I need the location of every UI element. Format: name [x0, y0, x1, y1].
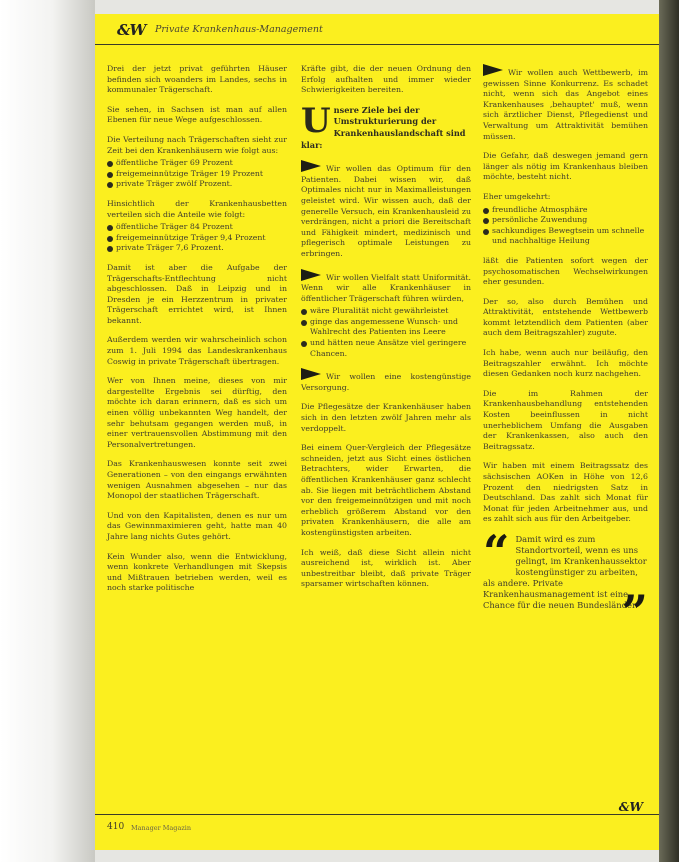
paragraph: Und von den Kapitalisten, denen es nur um das Gewinnmaximieren geht, hatte man 40 Jahre lang nichts Gutes gehört.: [107, 510, 287, 541]
list-item: sachkundiges Bewegtsein um schnelle und nachhaltige Heilung: [483, 226, 648, 247]
list-item: und hätten neue Ansätze viel geringere Chancen.: [301, 338, 471, 359]
goal-text: Wir wollen das Optimum für den Patienten. Dabei wissen wir, daß Optimales nicht nur in Maximalleistungen geleistet wird. Wir wissen auch, daß der generelle Versuch, ein Krankenhausleid zu verdrängen, nicht a priori die Bereitschaft und Fähigkeit mindert, medizinisch und pflegerisch optimale Leistungen zu erbringen.: [301, 164, 471, 258]
article-column-1: [107, 64, 287, 603]
paragraph: Ich weiß, daß diese Sicht allein nicht ausreichend ist, wirklich ist. Aber unbestreitbar bleibt, daß private Träger sparsamer wirtschaften können.: [301, 547, 471, 589]
paragraph: Hinsichtlich der Krankenhausbetten verteilen sich die Anteile wie folgt:: [107, 198, 287, 219]
list-item: ginge das angemessene Wunsch- und Wahlrecht des Patienten ins Leere: [301, 317, 471, 338]
paragraph: Die Gefahr, daß deswegen jemand gern länger als nötig im Krankenhaus bleiben möchte, besteht nicht.: [483, 151, 648, 182]
close-quote-icon: ”: [621, 584, 648, 639]
bullet-list: [107, 222, 287, 254]
paragraph: läßt die Patienten sofort wegen der psychosomatischen Wechselwirkungen eher gesunden.: [483, 255, 648, 287]
list-item: öffentliche Träger 69 Prozent: [107, 158, 287, 169]
bullet-list: [301, 306, 471, 359]
list-item: öffentliche Träger 84 Prozent: [107, 222, 287, 233]
paragraph: Die Verteilung nach Trägerschaften sieht zur Zeit bei den Krankenhäusern wie folgt aus:: [107, 134, 287, 155]
paragraph: Wir haben mit einem Beitragssatz des sächsischen AOKen in Höhe von 12,6 Prozent den niedrigsten Satz in Deutschland. Das zahlt sich Monat für Monat für jeden Arbeitnehmer aus, und es zahlt sich aus für den Arbeitgeber.: [483, 461, 648, 524]
paragraph: Damit ist aber die Aufgabe der Trägerschafts-Entflechtung nicht abgeschlossen. Daß in Leipzig und in Dresden je ein Herzzentrum in privater Trägerschaft errichtet wird, ist Ihnen bekannt.: [107, 262, 287, 325]
magazine-logo: &W: [117, 21, 146, 39]
goal-text: Wir wollen auch Wettbewerb, im gewissen Sinne Konkurrenz. Es schadet nicht, wenn sich das Angebot eines Krankenhauses ‚behauptet' muß, wenn sich ärztlicher Dienst, Pflegedienst und Verwaltung um Attraktivität bemühen müssen.: [483, 68, 648, 141]
list-item: freundliche Atmosphäre: [483, 205, 648, 216]
paragraph: Eher umgekehrt:: [483, 191, 551, 201]
paragraph: Der so, also durch Bemühen und Attraktivität, entstehende Wettbewerb kommt letztendlich dem Patienten (aber auch dem Beitragszahler) zugute.: [483, 296, 648, 338]
page-binding-shadow: [659, 0, 679, 862]
goal-paragraph: [483, 64, 648, 142]
paragraph: Kräfte gibt, die der neuen Ordnung den Erfolg aufhalten und immer wieder Schwierigkeiten bereiten.: [301, 64, 471, 95]
paragraph: Die Pflegesätze der Krankenhäuser haben sich in den letzten zwölf Jahren mehr als verdoppelt.: [301, 402, 471, 433]
list-item: private Träger zwölf Prozent.: [107, 179, 287, 190]
footer-rule: [95, 814, 659, 815]
goal-text: Wir wollen Vielfalt statt Uniformität. Wenn wir alle Krankenhäuser in öffentlicher Trägerschaft führen würden,: [301, 272, 471, 303]
paragraph: Drei der jetzt privat geführten Häuser befinden sich woanders im Landes, sechs in kommunaler Trägerschaft.: [107, 64, 287, 95]
list-item: freigemeinnützige Träger 9,4 Prozent: [107, 233, 287, 244]
paragraph: Die im Rahmen der Krankenhausbehandlung entstehenden Kosten beeinflussen in nicht unerheblichem Umfang die Ausgaben der Krankenkassen, also auch den Beitragssatz.: [483, 388, 648, 451]
lead-block: [301, 100, 471, 151]
bullet-list: [483, 205, 648, 247]
page-number: 410: [107, 822, 125, 832]
paragraph: Das Krankenhauswesen konnte seit zwei Generationen – von den eingangs erwähnten wenigen Ausnahmen abgesehen – nur das Monopol der staatlichen Trägerschaft.: [107, 459, 287, 501]
arrow-icon: [483, 64, 503, 76]
article-column-2: [301, 64, 471, 599]
bullet-list: [107, 158, 287, 190]
paragraph: Ich habe, wenn auch nur beiläufig, den Beitragszahler erwähnt. Ich möchte diesen Gedanken noch kurz nachgehen.: [483, 348, 648, 379]
arrow-icon: [301, 269, 321, 281]
drop-cap: U: [301, 100, 331, 141]
list-item: freigemeinnützige Träger 19 Prozent: [107, 169, 287, 180]
paragraph: Bei einem Quer-Vergleich der Pflegesätze schneiden, jetzt aus Sicht eines östlichen Betrachters, wider Erwarten, die öffentlichen Krankenhäuser ganz schlecht ab. Sie liegen mit beträchtlichem Abstand vor den freigemeinnützigen und mit noch erheblich größerem Abstand vor den privaten Krankenhäusern, die alle am kostengünstigsten arbeiten.: [301, 443, 471, 537]
page-header: [95, 14, 659, 45]
pull-quote: [483, 524, 648, 639]
goal-paragraph: [301, 160, 471, 259]
arrow-icon: [301, 368, 321, 380]
paragraph: Sie sehen, in Sachsen ist man auf allen Ebenen für neue Wege aufgeschlossen.: [107, 104, 287, 125]
goal-paragraph: [301, 368, 471, 393]
list-item: wäre Pluralität nicht gewährleistet: [301, 306, 471, 317]
publication-name: Manager Magazin: [131, 824, 192, 832]
arrow-icon: [301, 160, 321, 172]
paragraph: Wer von Ihnen meine, dieses von mir dargestellte Ergebnis sei dürftig, den möchte ich daran erinnern, daß es sich um einen völlig unbekannten Weg handelt, der sehr behutsam gegangen werden muß, in einer vertrauensvollen Abstimmung mit den Personalvertretungen.: [107, 376, 287, 449]
section-title: Private Krankenhaus-Management: [155, 24, 323, 35]
article-column-3: [483, 64, 648, 639]
magazine-page: [95, 14, 659, 850]
list-item: private Träger 7,6 Prozent.: [107, 243, 287, 254]
goal-text: Wir wollen eine kostengünstige Versorgung.: [301, 372, 471, 392]
lead-text: nsere Ziele bei der Umstrukturierung der Krankenhauslandschaft sind klar:: [301, 104, 466, 150]
page-left-margin: [0, 0, 95, 862]
end-logo: &W: [618, 800, 643, 814]
open-quote-icon: “: [483, 524, 510, 579]
goal-paragraph: [301, 269, 471, 305]
paragraph: Außerdem werden wir wahrscheinlich schon zum 1. Juli 1994 das Landeskrankenhaus Coswig in private Trägerschaft übertragen.: [107, 335, 287, 366]
list-item: persönliche Zuwendung: [483, 215, 648, 226]
pull-quote-text: Damit wird es zum Standortvorteil, wenn es uns gelingt, im Krankenhaussektor kostengünstiger zu arbeiten, als andere. Private Krankenhausmanagement ist eine Chance für die neuen Bundesländer.: [483, 533, 647, 610]
paragraph: Kein Wunder also, wenn die Entwicklung, wenn konkrete Verhandlungen mit Skepsis und Mißtrauen betrieben werden, weil es noch starke politische: [107, 551, 287, 593]
